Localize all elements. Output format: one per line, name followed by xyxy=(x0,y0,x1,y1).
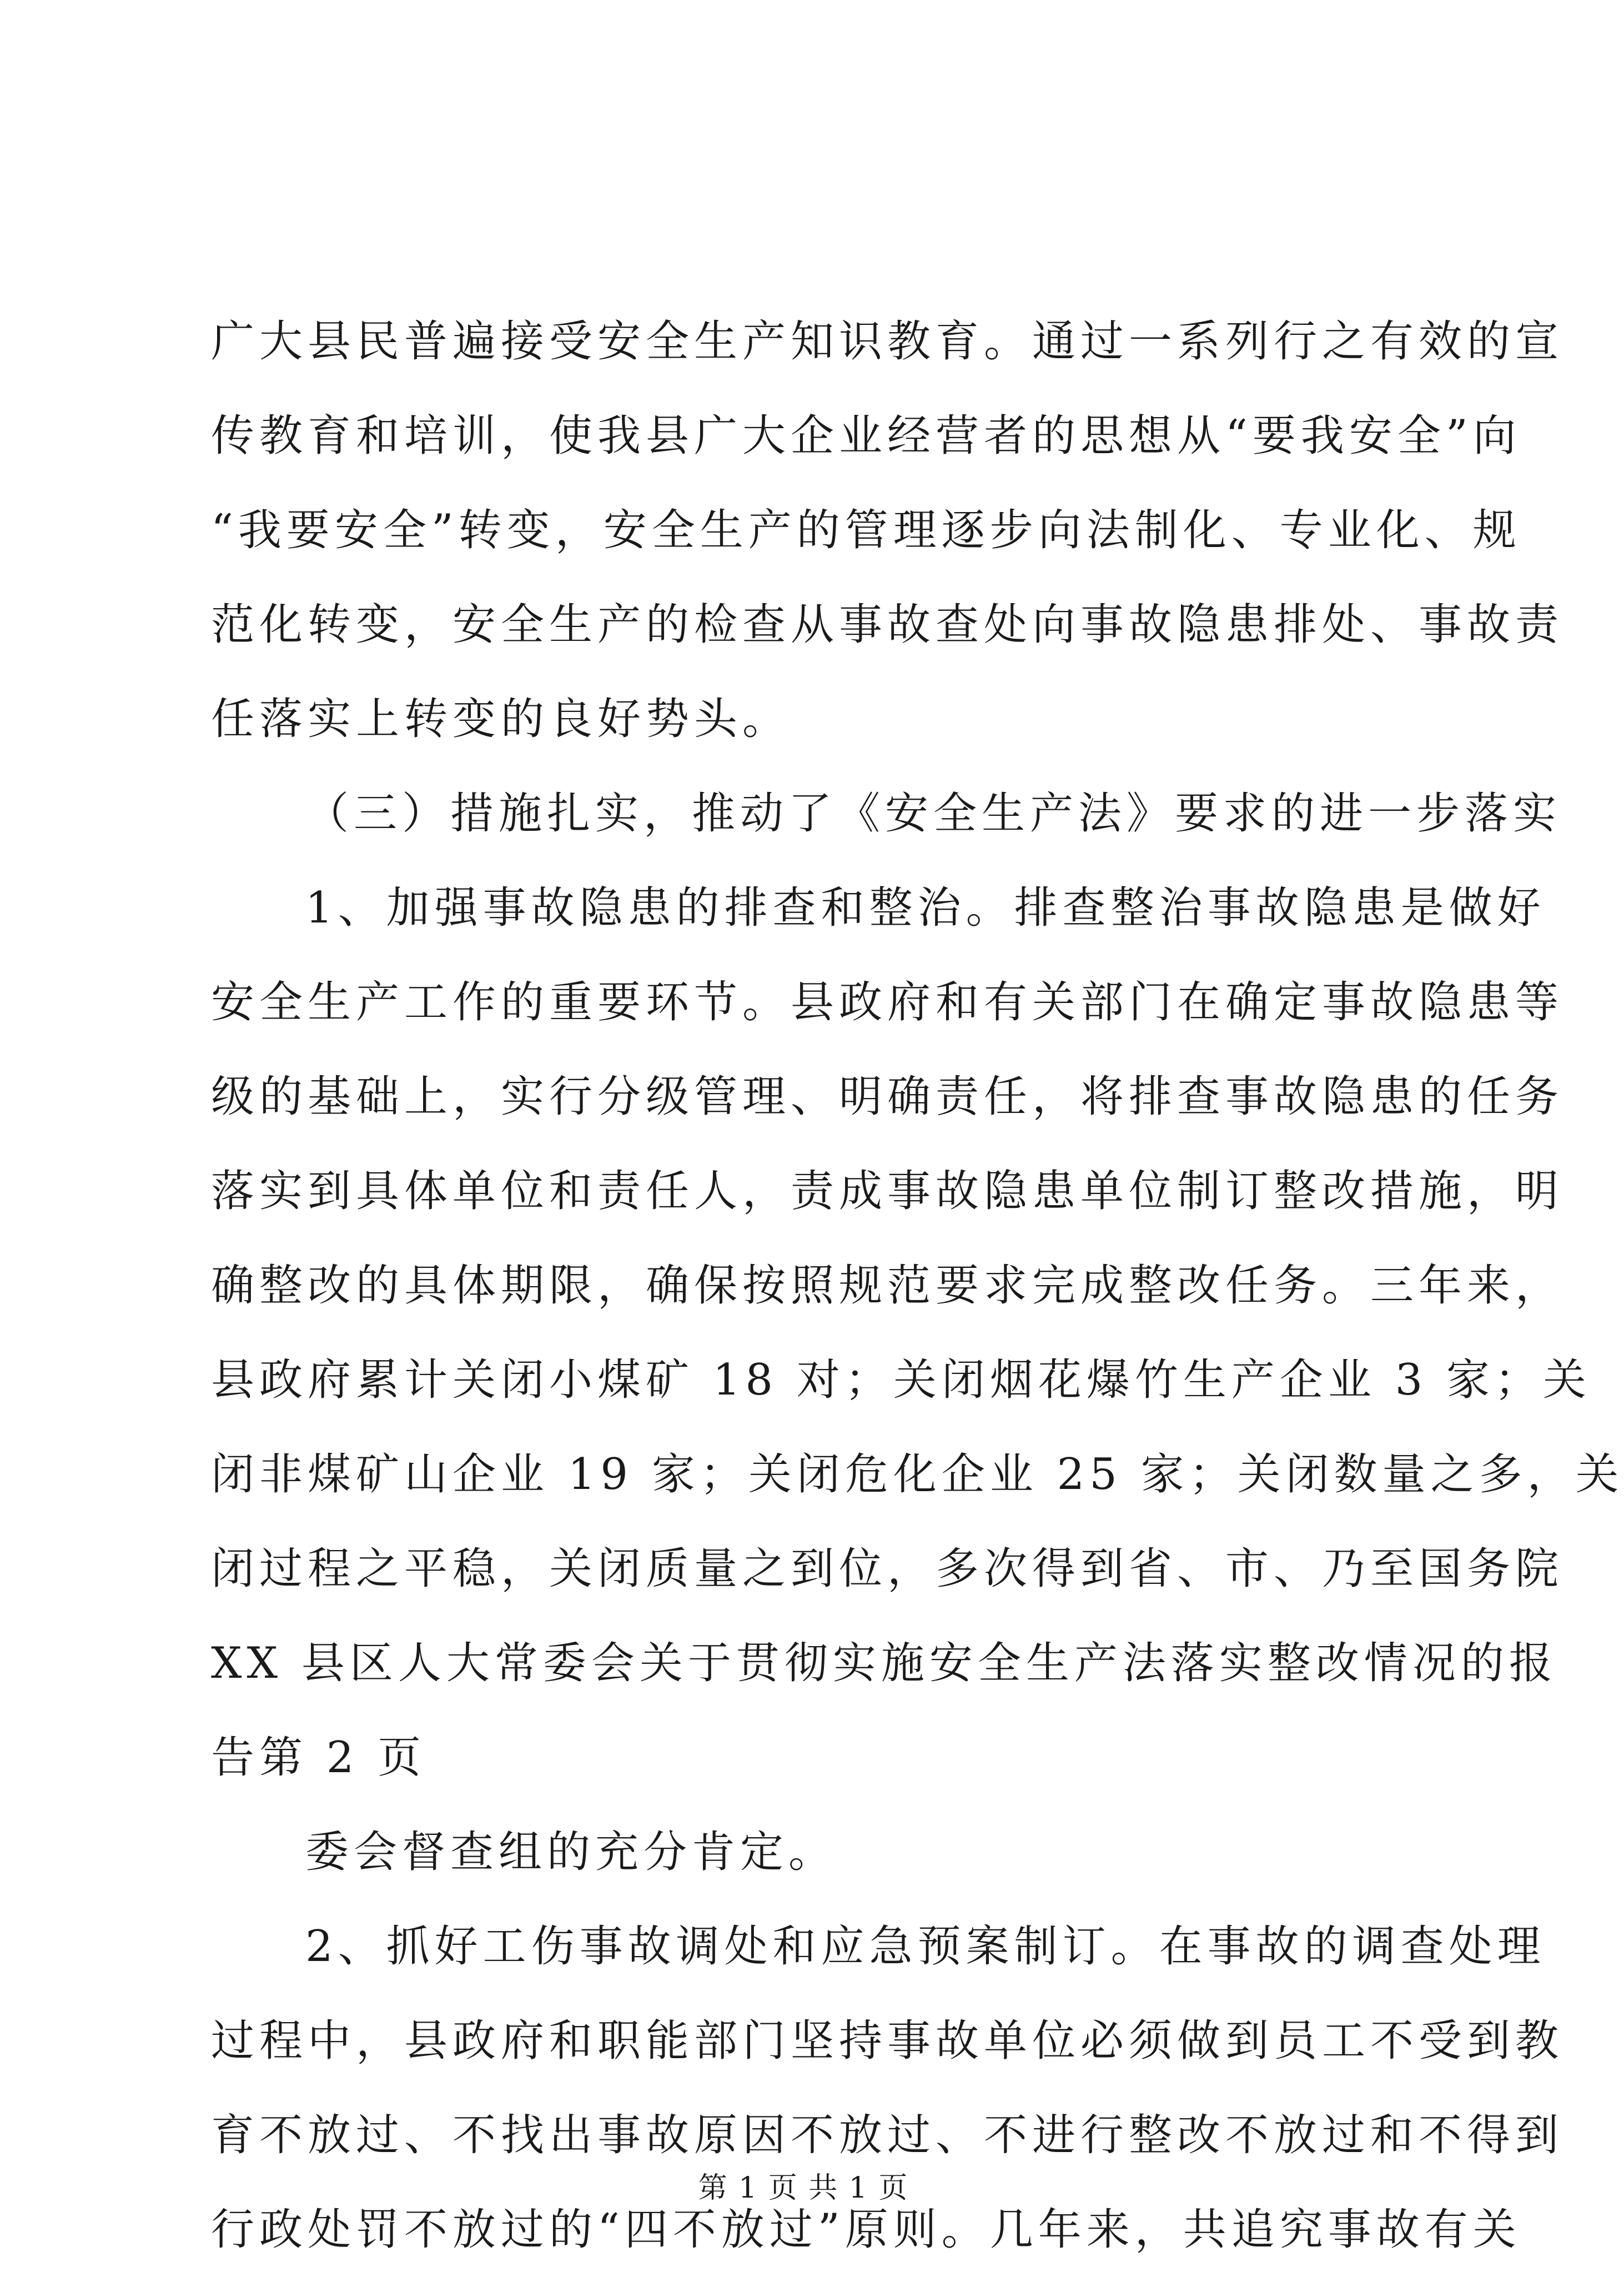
text-line: “我要安全”转变，安全生产的管理逐步向法制化、专业化、规 xyxy=(211,505,1521,555)
text-line: 告第 2 页 xyxy=(211,1733,426,1783)
text-line: 1、加强事故隐患的排查和整治。排查整治事故隐患是做好 xyxy=(305,883,1546,933)
text-line: 闭过程之平稳，关闭质量之到位，多次得到省、市、乃至国务院 xyxy=(211,1544,1564,1594)
text-line: 过程中，县政府和职能部门坚持事故单位必须做到员工不受到教 xyxy=(211,2016,1564,2066)
text-line: 2、抓好工伤事故调处和应急预案制订。在事故的调查处理 xyxy=(305,1922,1546,1972)
text-line: 行政处罚不放过的“四不放过”原则。几年来，共追究事故有关 xyxy=(211,2205,1521,2255)
text-line: 县政府累计关闭小煤矿 18 对；关闭烟花爆竹生产企业 3 家；关 xyxy=(211,1355,1592,1405)
document-body xyxy=(211,294,1624,2277)
text-line: 广大县民普遍接受安全生产知识教育。通过一系列行之有效的宣 xyxy=(211,317,1564,367)
text-line: XX 县区人大常委会关于贯彻实施安全生产法落实整改情况的报 xyxy=(211,1638,1557,1688)
text-line: 范化转变，安全生产的检查从事故查处向事故隐患排处、事故责 xyxy=(211,600,1564,650)
text-line: 安全生产工作的重要环节。县政府和有关部门在确定事故隐患等 xyxy=(211,977,1564,1027)
text-line: 育不放过、不找出事故原因不放过、不进行整改不放过和不得到 xyxy=(211,2110,1564,2160)
page-footer: 第 1 页 共 1 页 xyxy=(698,2171,909,2205)
text-line: 任落实上转变的良好势头。 xyxy=(211,694,791,744)
text-line: 传教育和培训，使我县广大企业经营者的思想从“要我安全”向 xyxy=(211,411,1521,461)
text-line: 级的基础上，实行分级管理、明确责任，将排查事故隐患的任务 xyxy=(211,1072,1564,1122)
text-line: 确整改的具体期限，确保按照规范要求完成整改任务。三年来， xyxy=(211,1261,1564,1311)
text-line: 落实到具体单位和责任人，责成事故隐患单位制订整改措施，明 xyxy=(211,1166,1564,1216)
text-line: 闭非煤矿山企业 19 家；关闭危化企业 25 家；关闭数量之多，关 xyxy=(211,1450,1624,1499)
text-line: 委会督查组的充分肯定。 xyxy=(305,1827,837,1877)
section-heading: （三）措施扎实，推动了《安全生产法》要求的进一步落实 xyxy=(305,789,1562,839)
